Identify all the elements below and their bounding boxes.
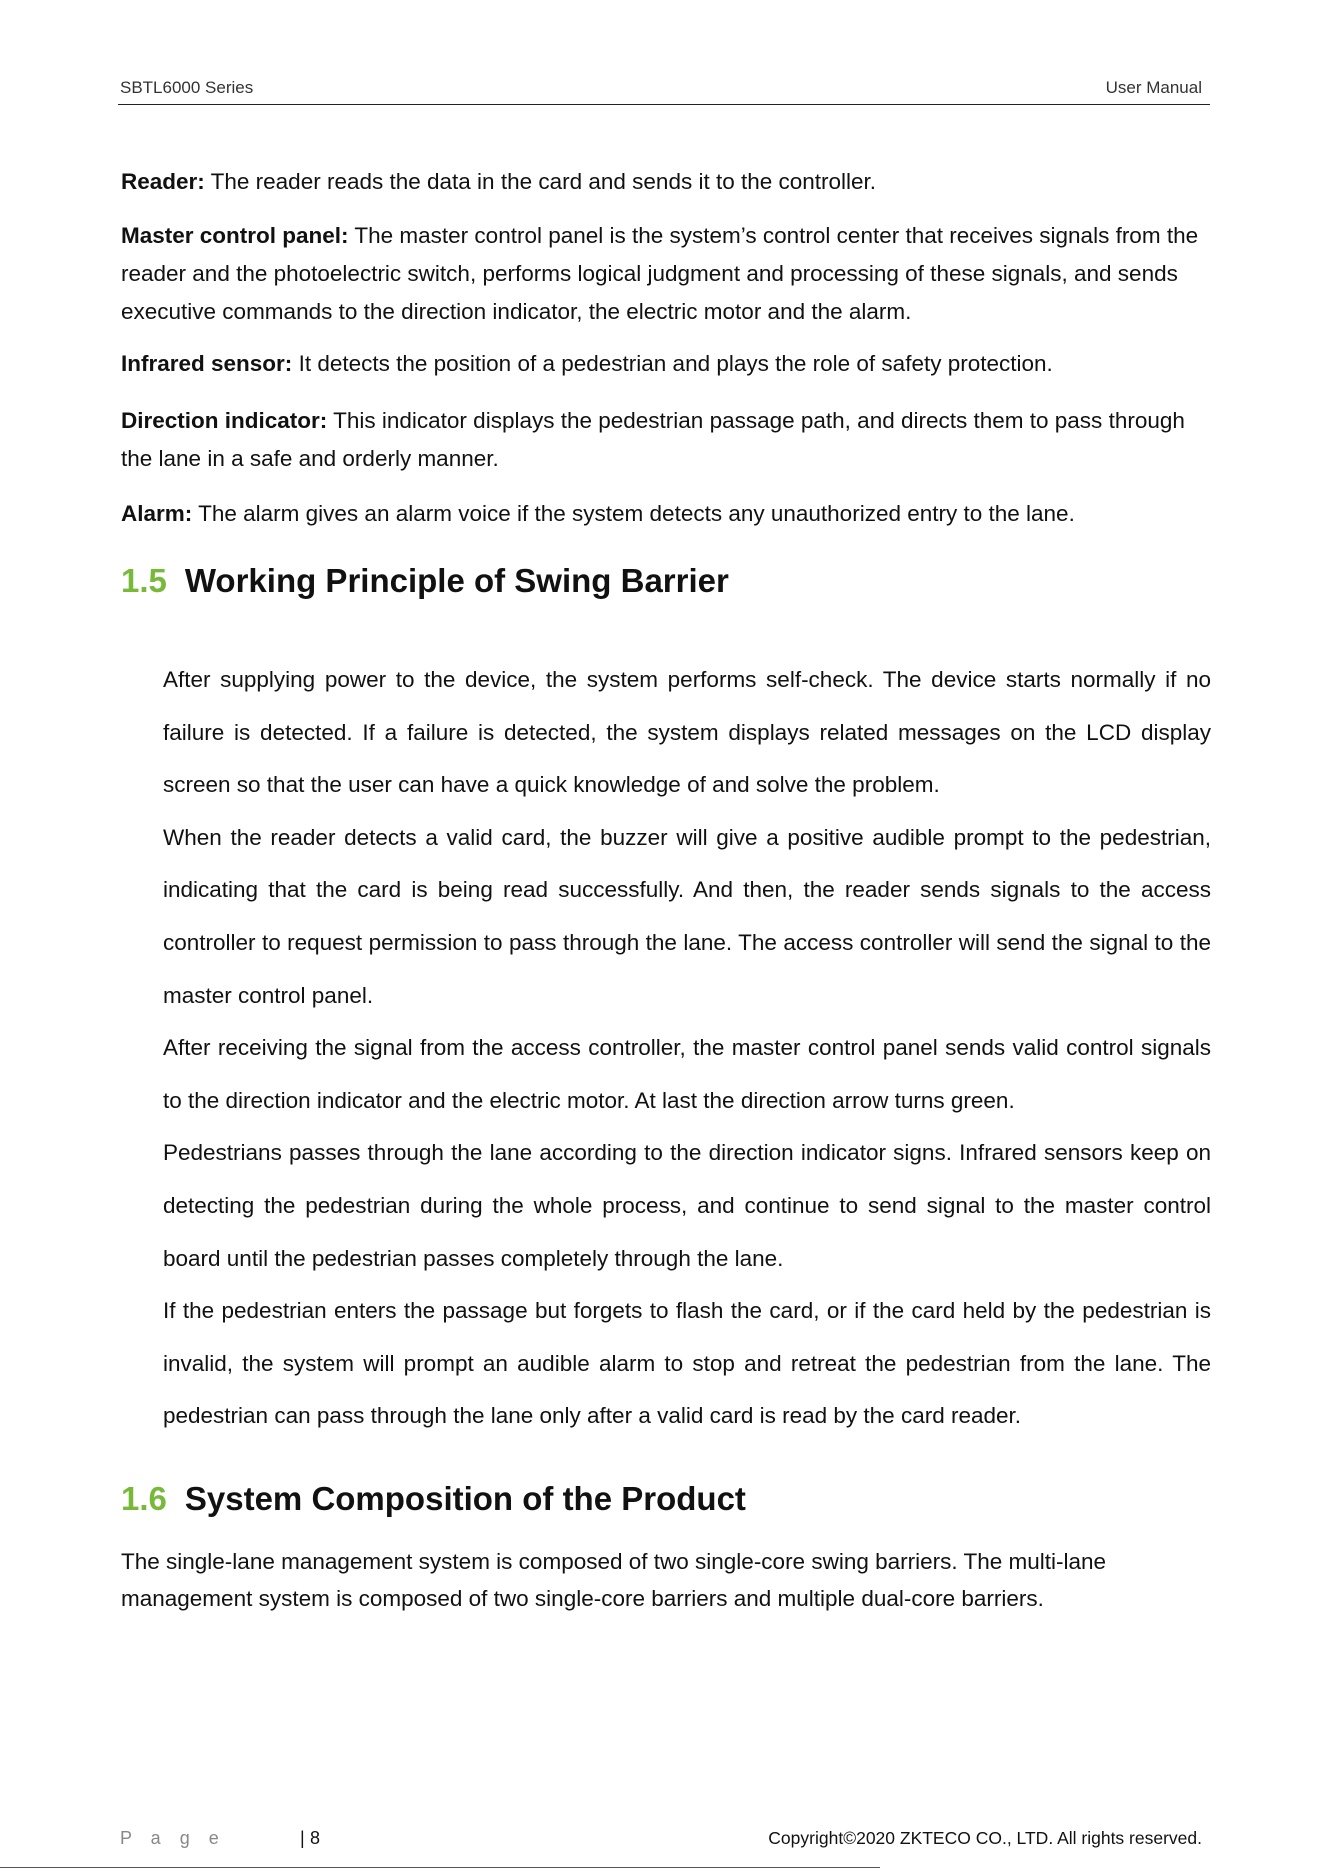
section-number: 1.5 [121,562,167,599]
page-number: 8 [310,1828,321,1848]
section-title: System Composition of the Product [184,1480,746,1517]
definition-text: It detects the position of a pedestrian and plays the role of safety protection. [292,351,1053,376]
definition-master-control-panel [121,217,1201,331]
definition-term: Direction indicator: [121,408,328,433]
definition-term: Infrared sensor: [121,351,293,376]
section-number: 1.6 [121,1480,167,1517]
definition-text: The master control panel is the system’s control center that receives signals from the reader and the photoelectric switch, performs logical judgment and processing of these signals, and sends executive commands to the direction indicator, the electric motor and the alarm. [121,223,1199,324]
definition-term: Reader: [121,169,205,194]
definition-text: The alarm gives an alarm voice if the system detects any unauthorized entry to the lane. [192,501,1075,526]
page-label: P a g e [120,1828,226,1848]
principle-paragraph: After receiving the signal from the access controller, the master control panel sends valid control signals to the direction indicator and the electric motor. At last the direction arrow turns green. [163,1035,1211,1113]
page-header [118,72,1210,105]
bottom-divider [0,1867,880,1868]
principle-paragraph: If the pedestrian enters the passage but forgets to flash the card, or if the card held by the pedestrian is invalid, the system will prompt an audible alarm to stop and retreat the pedestrian from the lane. The pedestrian can pass through the lane only after a valid card is read by the card reader. [163,1298,1211,1429]
definition-direction-indicator [121,402,1213,478]
definition-text: The reader reads the data in the card and sends it to the controller. [204,169,877,194]
definition-reader [121,163,1211,201]
definition-alarm [121,495,1211,533]
definition-text: This indicator displays the pedestrian passage path, and directs them to pass through the lane in a safe and orderly manner. [121,408,1185,471]
section-1-6-body: The single-lane management system is composed of two single-core swing barriers. The multi-lane management system is composed of two single-core barriers and multiple dual-core barriers. [121,1549,1107,1611]
principle-paragraph: After supplying power to the device, the system performs self-check. The device starts normally if no failure is detected. If a failure is detected, the system displays related messages on the LCD display screen so that the user can have a quick knowledge of and solve the problem. [163,667,1211,798]
definition-term: Master control panel: [121,223,349,248]
copyright-notice: Copyright©2020 ZKTECO CO., LTD. All rights reserved. [768,1828,1202,1848]
definition-infrared-sensor [121,345,1211,383]
principle-paragraph: When the reader detects a valid card, the buzzer will give a positive audible prompt to the pedestrian, indicating that the card is being read successfully. And then, the reader sends signals to the access controller to request permission to pass through the lane. The access controller will send the signal to the master control panel. [163,824,1211,1008]
principle-paragraph: Pedestrians passes through the lane according to the direction indicator signs. Infrared sensors keep on detecting the pedestrian during the whole process, and continue to send signal to the master control board until the pedestrian passes completely through the lane. [163,1140,1211,1271]
definition-term: Alarm: [121,501,193,526]
header-series: SBTL6000 Series [120,78,254,97]
section-1-5-body [163,654,1211,1443]
page-separator: | [300,1828,305,1848]
section-heading-1-5 [121,562,729,600]
section-title: Working Principle of Swing Barrier [184,562,729,599]
header-manual-title: User Manual [1105,78,1202,97]
section-heading-1-6 [121,1480,746,1518]
